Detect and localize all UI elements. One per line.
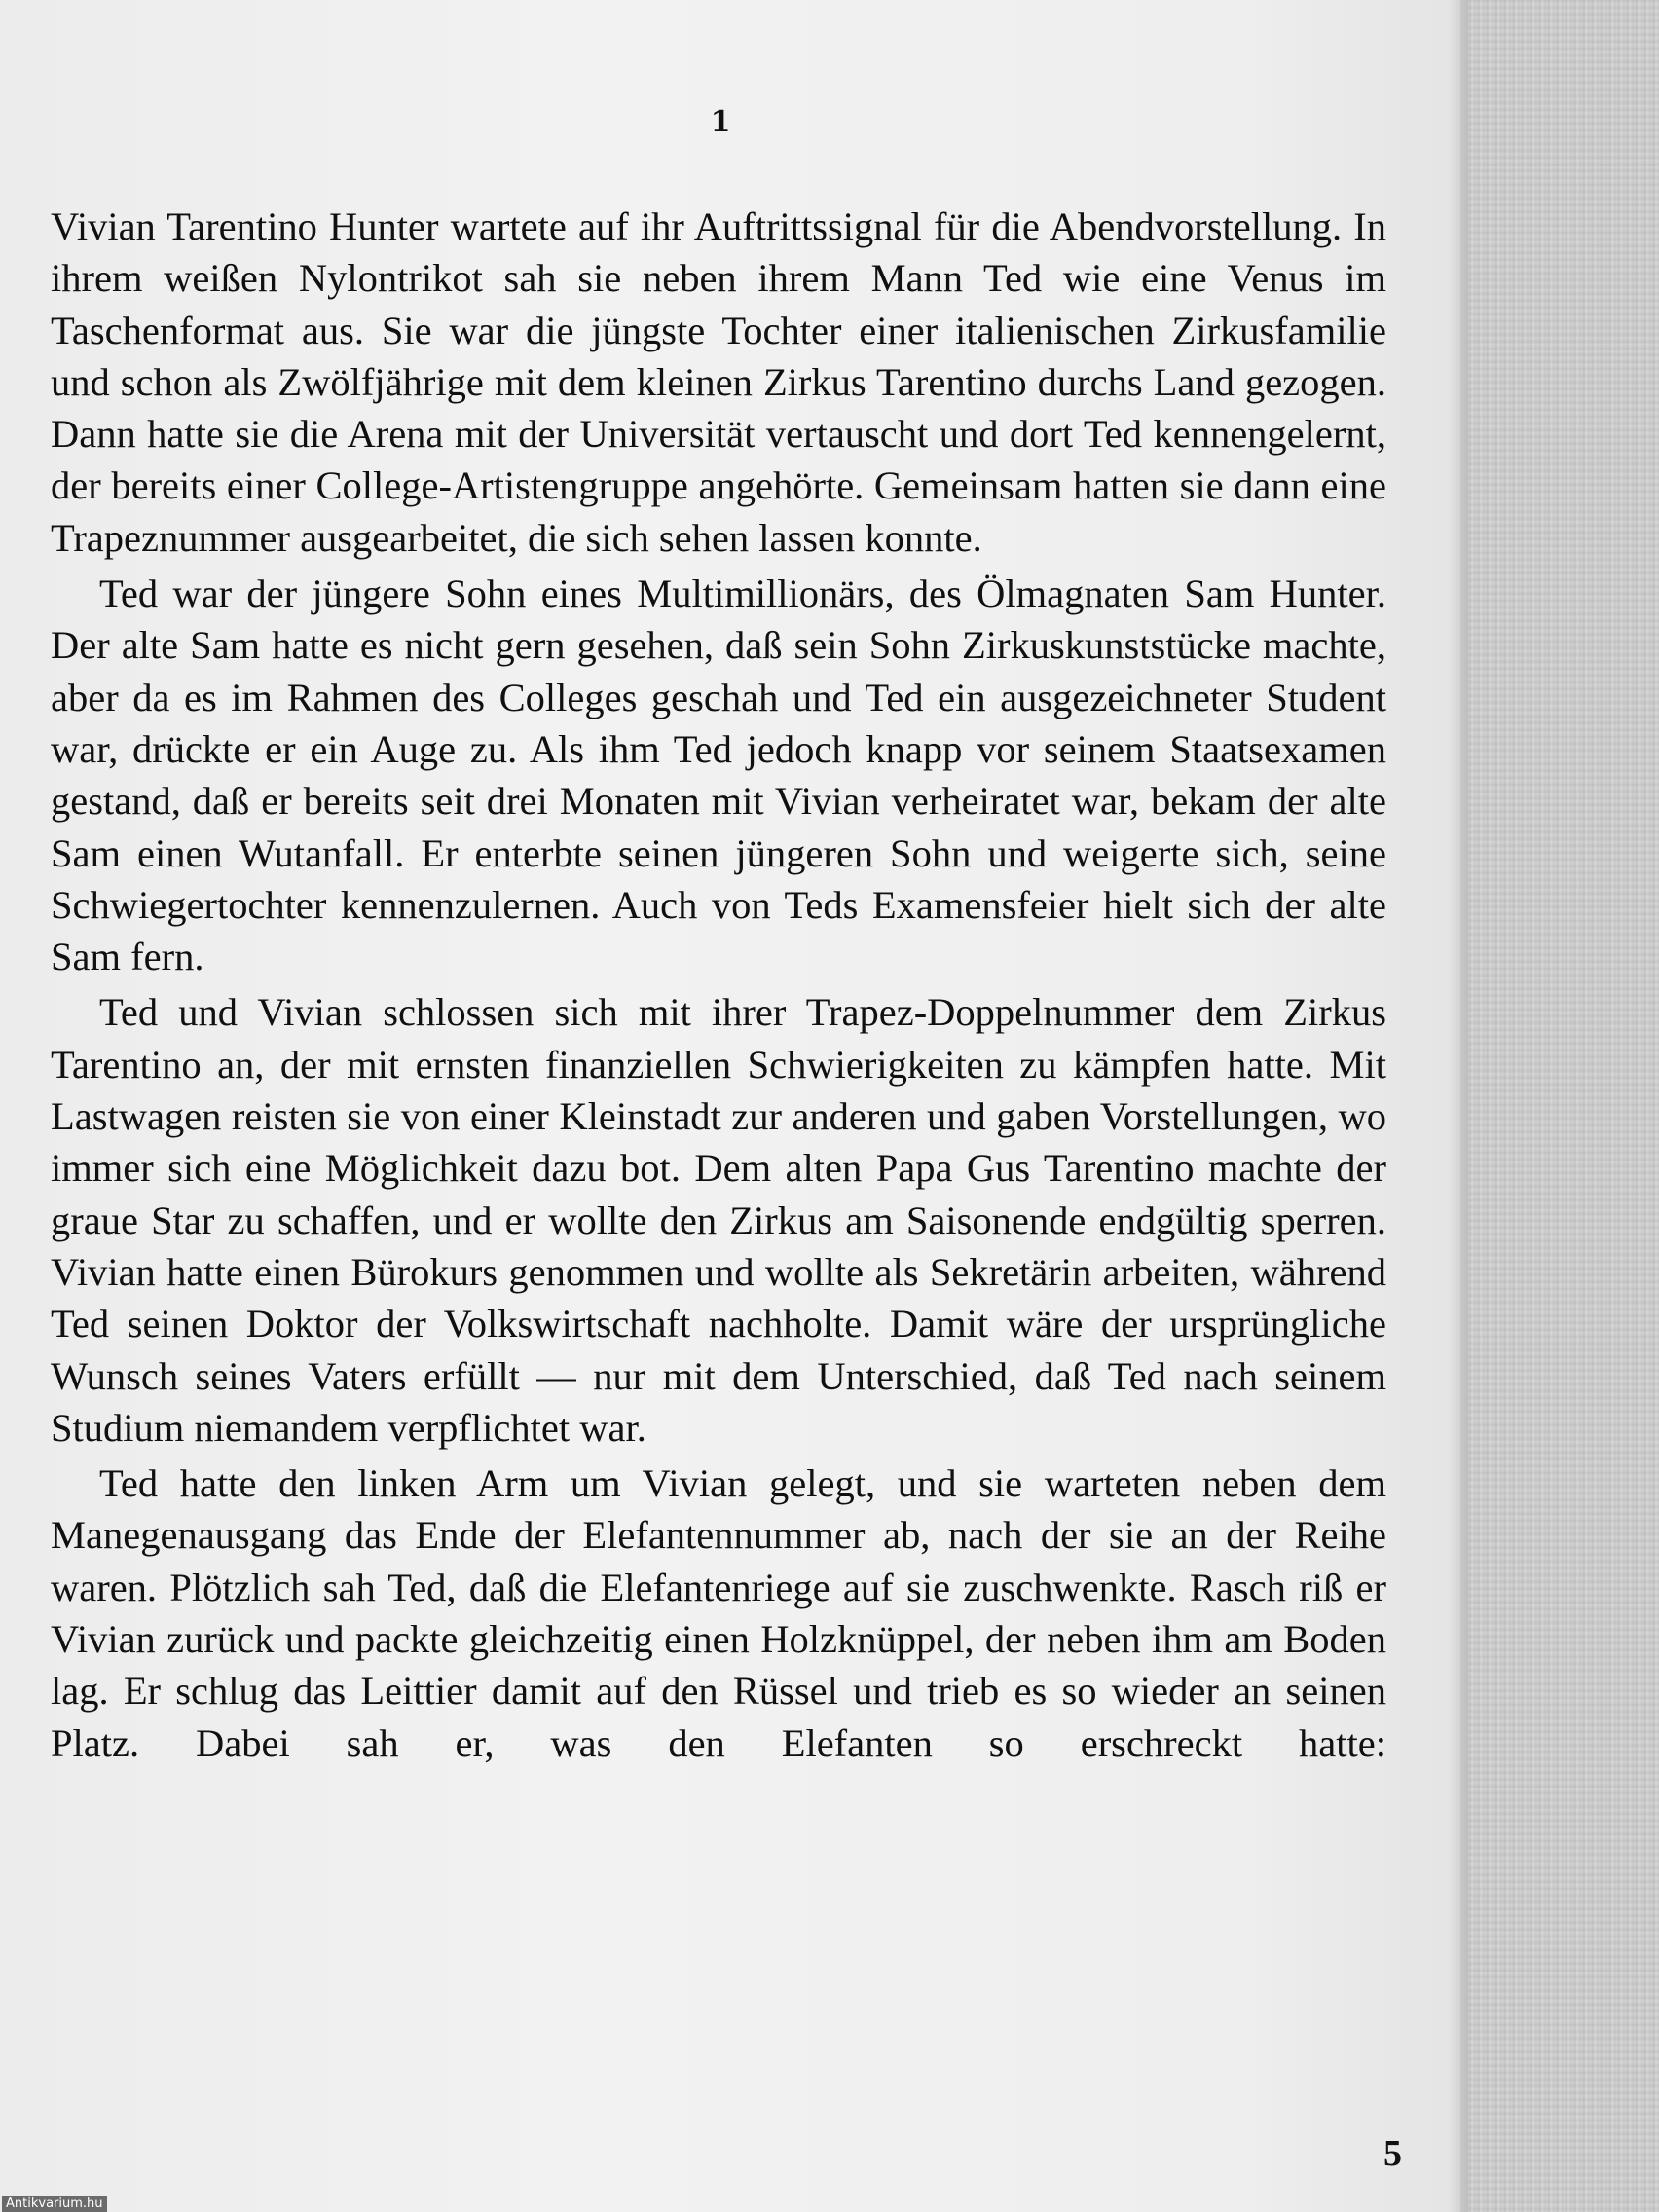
page-number: 5: [1383, 2133, 1402, 2174]
page-stack-texture: [1468, 0, 1659, 2212]
paragraph-4: Ted hatte den linken Arm um Vivian gelegt, und sie warteten neben dem Manegenausgang das Ende der Elefantennummer ab, nach der sie an der Reihe waren. Plötzlich sah Ted, daß die Elefantenriege auf sie zuschwenkte. Rasch riß er Vivian zurück und packte gleichzeitig einen Holzknüppel, der neben ihm am Boden lag. Er schlug das Leittier damit auf den Rüssel und trieb es so wieder an seinen Platz. Dabei sah er, was den Elefanten so erschreckt hatte:: [51, 1461, 1386, 1765]
paragraph-3: Ted und Vivian schlossen sich mit ihrer Trapez-Doppelnummer dem Zirkus Tarentino an, der mit ernsten finanziellen Schwierigkeiten zu kämpfen hatte. Mit Lastwagen reisten sie von einer Kleinstadt zur anderen und gaben Vorstellungen, wo immer sich eine Möglichkeit dazu bot. Dem alten Papa Gus Tarentino machte der graue Star zu schaffen, und er wollte den Zirkus am Saisonende endgültig sperren. Vivian hatte einen Bürokurs genommen und wollte als Sekretärin arbeiten, während Ted seinen Doktor der Volkswirtschaft nachholte. Damit wäre der ursprüngliche Wunsch seines Vaters erfüllt — nur mit dem Unterschied, daß Ted nach seinem Studium niemandem verpflichtet war.: [51, 990, 1386, 1450]
chapter-number: 1: [710, 105, 731, 139]
watermark: Antikvarium.hu: [2, 2196, 107, 2212]
paragraph-2: Ted war der jüngere Sohn eines Multimillionärs, des Ölmagnaten Sam Hunter. Der alte Sam hatte es nicht gern gesehen, daß sein Sohn Zirkuskunststücke machte, aber da es im Rahmen des Colleges geschah und Ted ein ausgezeichneter Student war, drückte er ein Auge zu. Als ihm Ted jedoch knapp vor seinem Staatsexamen gestand, daß er bereits seit drei Monaten mit Vivian verheiratet war, bekam der alte Sam einen Wutanfall. Er enterbte seinen jüngeren Sohn und weigerte sich, seine Schwiegertochter kennenzulernen. Auch von Teds Examensfeier hielt sich der alte Sam fern.: [51, 571, 1386, 979]
body-text: [51, 201, 1386, 1773]
paragraph-1: Vivian Tarentino Hunter wartete auf ihr Auftrittssignal für die Abendvorstellung. In ihrem weißen Nylontrikot sah sie neben ihrem Mann Ted wie eine Venus im Taschenformat aus. Sie war die jüngste Tochter einer italienischen Zirkusfamilie und schon als Zwölfjährige mit dem kleinen Zirkus Tarentino durchs Land gezogen. Dann hatte sie die Arena mit der Universität vertauscht und dort Ted kennengelernt, der bereits einer College-Artistengruppe angehörte. Gemeinsam hatten sie dann eine Trapeznummer ausgearbeitet, die sich sehen lassen konnte.: [51, 204, 1386, 560]
page-gutter-shadow: [1449, 0, 1468, 2212]
